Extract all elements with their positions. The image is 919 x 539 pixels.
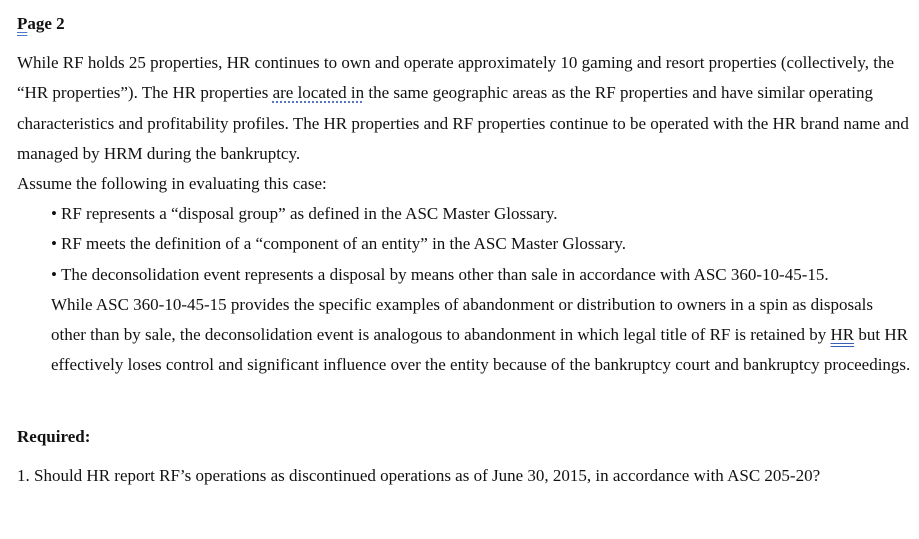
page-heading-first-letter: P <box>17 14 28 33</box>
list-item-text: The deconsolidation event represents a disposal by means other than sale in accordance with ASC 360-10-45-15. <box>61 264 829 284</box>
continuation-part2: but HR effectively loses control and significant influence over the entity because of the bankruptcy court and bankruptcy proceedings. <box>51 325 911 375</box>
list-item <box>51 260 912 381</box>
bullet-icon: • <box>51 264 57 284</box>
page-heading-rest: age 2 <box>27 14 65 33</box>
spellcheck-flagged-word: HR <box>830 325 855 345</box>
bullet-icon: • <box>51 234 57 254</box>
list-item-text: RF represents a “disposal group” as defined in the ASC Master Glossary. <box>61 204 558 223</box>
question-1: 1. Should HR report RF’s operations as discontinued operations as of June 30, 2015, in accordance with ASC 205-20? <box>17 466 821 485</box>
grammar-flagged-phrase: are located in <box>272 83 365 103</box>
continuation-part1: While ASC 360-10-45-15 provides the specific examples of abandonment or distribution to owners in a spin as disposals other than by sale, the deconsolidation event is analogous to abandonment in which legal title of RF is retained by <box>51 294 874 345</box>
list-item <box>51 229 912 259</box>
intro-paragraph-part2: the same geographic areas as the RF properties and have similar operating characteristics and profitability profiles. The HR properties and RF properties continue to be operated with the HR brand name and managed by HRM during the bankruptcy. <box>17 83 909 163</box>
bullet-icon: • <box>51 204 57 223</box>
page-heading <box>17 13 65 35</box>
intro-paragraph <box>17 48 912 169</box>
assumptions-intro: Assume the following in evaluating this case: <box>17 174 327 193</box>
list-item-text: RF meets the definition of a “component of an entity” in the ASC Master Glossary. <box>61 234 626 254</box>
assumptions-list <box>51 199 912 381</box>
list-item-continuation <box>51 290 912 381</box>
intro-paragraph-part1: While RF holds 25 properties, HR continues to own and operate approximately 10 gaming and resort properties (collectively, the “HR properties”). The HR properties <box>17 53 895 103</box>
required-heading: Required: <box>17 427 91 446</box>
list-item <box>51 199 912 229</box>
